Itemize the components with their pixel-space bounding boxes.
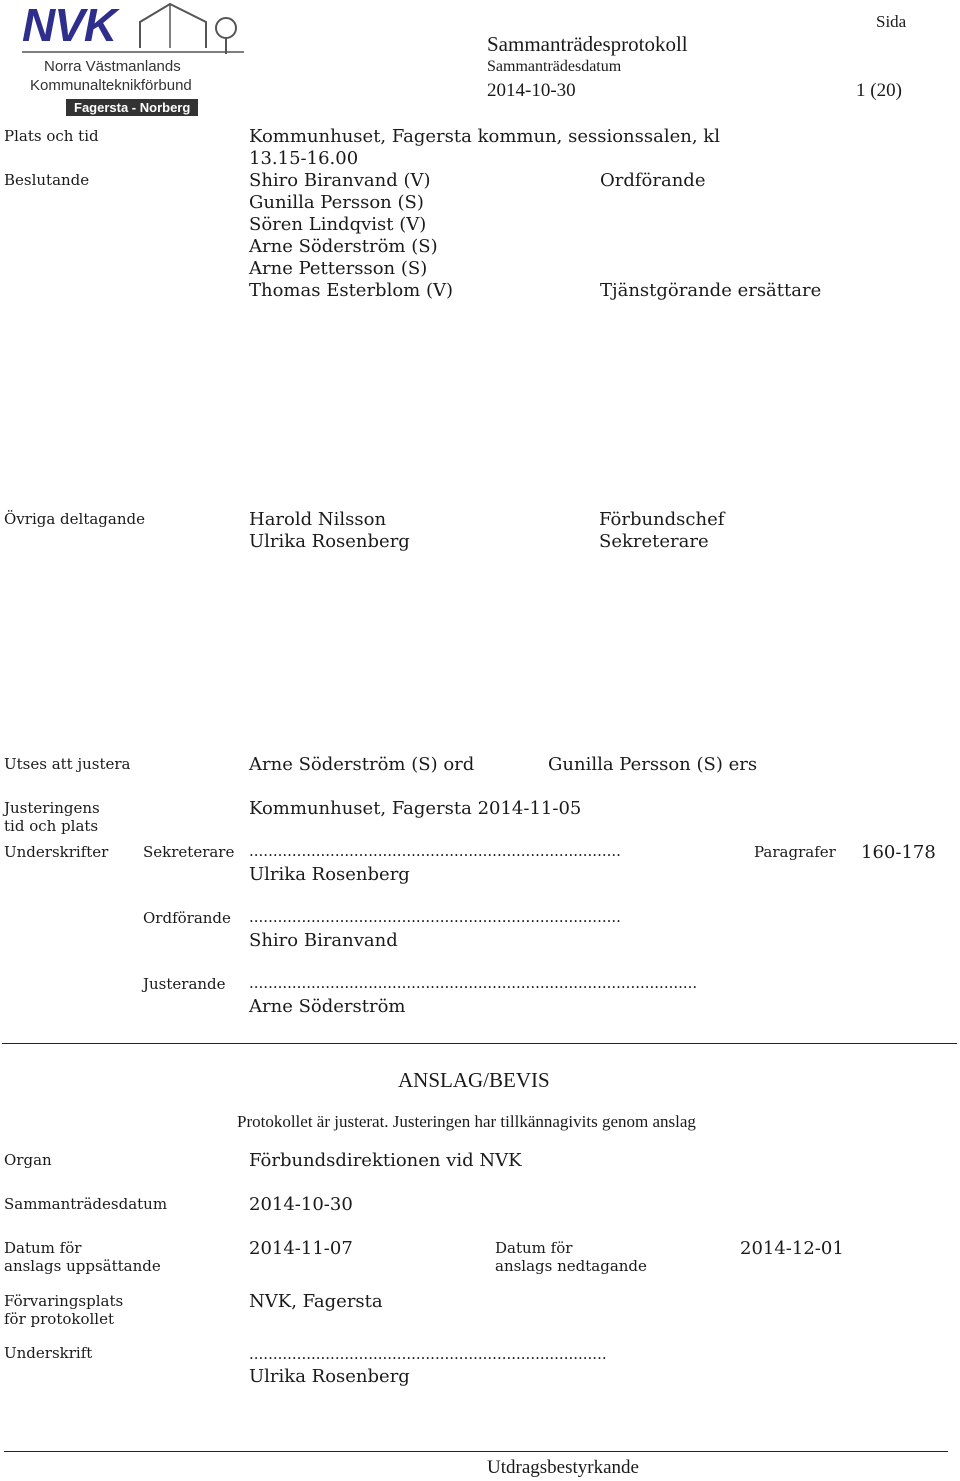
beslutande-label: Beslutande: [4, 171, 90, 189]
anslag-title: ANSLAG/BEVIS: [398, 1068, 550, 1092]
participant-name: Ulrika Rosenberg: [249, 531, 410, 552]
underskrift-label: Underskrift: [4, 1344, 93, 1362]
uppsattande-label-2: anslags uppsättande: [4, 1257, 161, 1275]
justera-second: Gunilla Persson (S) ers: [548, 754, 758, 775]
logo-tagline: Fagersta - Norberg: [66, 99, 198, 116]
member-name: Shiro Biranvand (V): [249, 170, 431, 191]
signature-role: Justerande: [143, 975, 226, 993]
header-date: 2014-10-30: [487, 80, 576, 101]
forvaring-label-2: för protokollet: [4, 1310, 115, 1328]
justeringens-value: Kommunhuset, Fagersta 2014-11-05: [249, 798, 582, 819]
uppsattande-value: 2014-11-07: [249, 1238, 353, 1259]
signature-name: Arne Söderström: [249, 996, 406, 1017]
uppsattande-label-1: Datum för: [4, 1239, 82, 1257]
justeringens-label-1: Justeringens: [4, 799, 100, 817]
justeringens-label-2: tid och plats: [4, 817, 99, 835]
signature-line: ..............................................................................: [249, 908, 621, 926]
nedtagande-label-1: Datum för: [495, 1239, 573, 1257]
signature-line: ..............................................................................: [249, 842, 621, 860]
datum-label: Sammanträdesdatum: [4, 1195, 168, 1213]
role-chair: Ordförande: [600, 170, 706, 191]
member-name: Sören Lindqvist (V): [249, 214, 427, 235]
footer-text: Utdragsbestyrkande: [487, 1457, 639, 1478]
logo-line2: Kommunalteknikförbund: [30, 77, 192, 94]
signature-name: Shiro Biranvand: [249, 930, 398, 951]
role-substitute: Tjänstgörande ersättare: [600, 280, 822, 301]
forvaring-value: NVK, Fagersta: [249, 1291, 383, 1312]
participant-role: Sekreterare: [599, 531, 709, 552]
ovriga-label: Övriga deltagande: [4, 510, 145, 528]
place-label: Plats och tid: [4, 127, 99, 145]
signature-role: Sekreterare: [143, 843, 235, 861]
nedtagande-label-2: anslags nedtagande: [495, 1257, 647, 1275]
organ-value: Förbundsdirektionen vid NVK: [249, 1150, 522, 1171]
member-name: Thomas Esterblom (V): [249, 280, 454, 301]
underskrift-name: Ulrika Rosenberg: [249, 1366, 410, 1387]
doc-title: Sammanträdesprotokoll: [487, 32, 688, 56]
participant-name: Harold Nilsson: [249, 509, 387, 530]
nvk-logo: [22, 0, 244, 120]
underskrift-line: ...........................................................................: [249, 1345, 607, 1363]
participant-role: Förbundschef: [599, 509, 725, 530]
datum-value: 2014-10-30: [249, 1194, 353, 1215]
logo-line1: Norra Västmanlands: [44, 58, 181, 75]
paragraf-label: Paragrafer: [754, 843, 836, 861]
place-line1: Kommunhuset, Fagersta kommun, sessionssalen, kl: [249, 126, 720, 147]
place-line2: 13.15-16.00: [249, 148, 359, 169]
header-date-label: Sammanträdesdatum: [487, 58, 622, 75]
signatures-label: Underskrifter: [4, 843, 109, 861]
page-number: 1 (20): [856, 80, 902, 101]
organ-label: Organ: [4, 1151, 52, 1169]
logo-brand: NVK: [22, 0, 117, 51]
page-label: Sida: [876, 12, 907, 31]
member-name: Arne Pettersson (S): [249, 258, 428, 279]
anslag-intro: Protokollet är justerat. Justeringen har tillkännagivits genom anslag: [237, 1112, 696, 1131]
section-divider: [2, 1043, 957, 1044]
signature-name: Ulrika Rosenberg: [249, 864, 410, 885]
justera-first: Arne Söderström (S) ord: [249, 754, 475, 775]
member-name: Arne Söderström (S): [249, 236, 438, 257]
paragraf-value: 160-178: [861, 842, 936, 863]
signature-role: Ordförande: [143, 909, 231, 927]
signature-line: ..............................................................................................: [249, 974, 698, 992]
footer-divider: [4, 1451, 948, 1452]
forvaring-label-1: Förvaringsplats: [4, 1292, 124, 1310]
member-name: Gunilla Persson (S): [249, 192, 424, 213]
justera-label: Utses att justera: [4, 755, 131, 773]
nedtagande-value: 2014-12-01: [740, 1238, 844, 1259]
